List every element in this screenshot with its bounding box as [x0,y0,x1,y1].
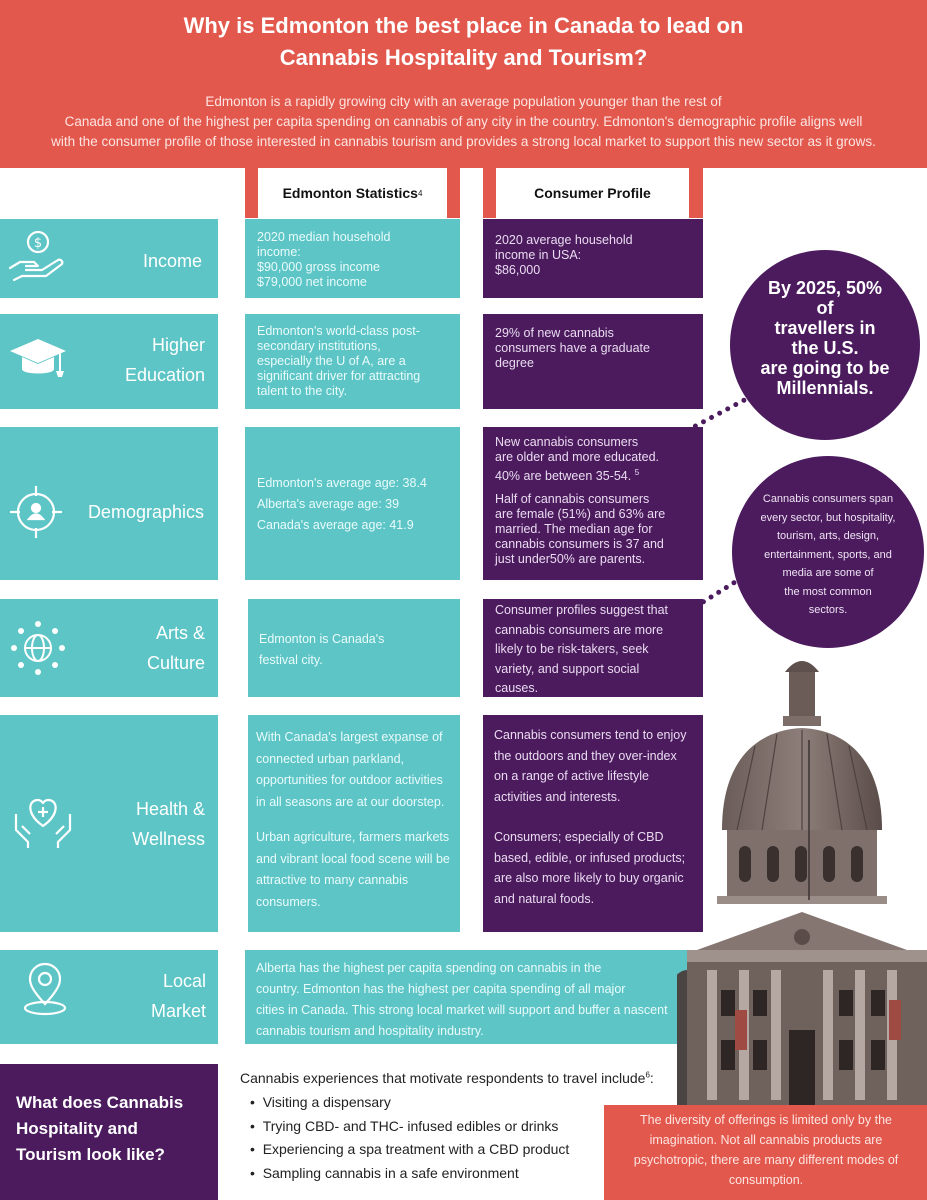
profile-column-title: Consumer Profile [534,185,651,201]
legislature-building-image [677,650,927,1105]
text-line: Canada's average age: 41.9 [257,518,414,532]
income-stat [245,219,460,298]
heading-line: Tourism look like? [16,1145,165,1164]
text-line: are female (51%) and 63% are [495,507,666,522]
text-line: opportunities for outdoor activities [256,773,443,787]
text-line: income in USA: [495,248,582,262]
text-line: cannabis consumers is 37 and [495,537,664,552]
text-line: secondary institutions, [257,339,381,353]
text-line: consumers. [256,894,321,909]
heart-hands-icon [12,792,74,850]
spacer [494,807,692,827]
text-line: By 2025, 50% [767,278,883,298]
health-profile [483,715,703,932]
text-line: cannabis tourism and hospitality industry. [256,1024,484,1038]
text-line: of [816,298,834,318]
stats-column-title: Edmonton Statistics [282,185,418,201]
text-line: Urban agriculture, farmers markets [256,830,450,844]
text-line: especially the U of A, are a [257,354,406,368]
text-line: Consumers; especially of CBD [494,830,664,844]
demographics-profile [483,427,703,580]
text-line: Consumer profiles suggest that [495,603,669,617]
text-line: New cannabis consumers [495,435,639,449]
text-line: on a range of active lifestyle [494,769,649,783]
page-title [60,10,867,74]
text-line: variety, and support social [495,661,640,676]
text-line: With Canada's largest expanse of [256,730,443,744]
title-line: Why is Edmonton the best place in Canada to lead on [183,13,744,38]
text-line: and natural foods. [494,891,595,906]
text-line: just under50% are parents. [495,552,646,567]
row-label-text [80,330,205,390]
text-line: $90,000 gross income [257,260,380,274]
text-line: based, edible, or infused products; [494,850,686,865]
local-market-stat [245,950,702,1044]
demographics-stat [245,427,460,580]
heading-line: What does Cannabis [16,1093,184,1112]
text-line: income: [257,245,301,259]
bottom-heading [16,1090,211,1168]
text-line: talent to the city. [257,384,348,398]
text-line: 29% of new cannabis [495,326,614,340]
arts-profile [483,599,703,697]
experiences-intro-text: Cannabis experiences that motivate respondents to travel include [240,1070,646,1086]
text-line: and vibrant local food scene will be [256,851,450,866]
sectors-circle [732,456,924,648]
text-line: degree [495,356,534,370]
spacer [495,484,691,492]
millennials-circle [730,250,920,440]
location-pin-icon [20,962,70,1018]
intro-line: Edmonton is a rapidly growing city with an average population younger than the rest of [205,94,722,109]
text-line: Millennials. [776,378,874,398]
text-line [495,465,691,484]
text-line: are going to be [760,358,890,378]
label-line: Education [124,365,205,385]
intro-line: Canada and one of the highest per capita spending on cannabis of any city in the country. Edmonton's demographic profile aligns well [64,114,863,129]
arts-stat [248,599,460,697]
list-item-text: Visiting a dispensary [262,1094,391,1110]
text-line: $86,000 [495,263,541,277]
text-line: married. The median age for [495,522,653,537]
text-line: sectors. [808,604,848,616]
text-line: in all seasons are at our doorstep. [256,794,445,809]
text-line: the outdoors and they over-index [494,748,677,763]
globe-people-icon [8,620,68,676]
text-line: likely to be risk-takers, seek [495,642,649,656]
label-line: Higher [151,335,205,355]
label-line: Culture [146,653,205,673]
label-line: Market [150,1001,206,1021]
health-stat [248,715,460,932]
row-label-text [80,794,205,854]
text-span: 40% are between 35-54. [495,469,632,484]
heading-line: Hospitality and [16,1119,138,1138]
row-label-text [80,618,205,678]
text-line: travellers in [774,318,876,338]
target-person-icon [8,484,64,540]
text-line: tourism, arts, design, [776,530,880,542]
text-line: are older and more educated. [495,450,659,464]
text-line: the U.S. [791,338,859,358]
text-line: Alberta's average age: 39 [257,497,400,511]
list-item-text: Experiencing a spa treatment with a CBD product [262,1141,570,1157]
text-line: Cannabis consumers span [762,493,894,505]
label-line: Arts & [155,623,205,643]
experiences-list [250,1094,610,1188]
education-stat [245,314,460,409]
text-line: every sector, but hospitality, [760,511,896,524]
list-item: • Experiencing a spa treatment with a CBD product [250,1141,570,1157]
text-line: imagination. Not all cannabis products are [649,1133,883,1147]
text-line: 2020 median household [257,230,391,244]
text-line: consumption. [728,1173,804,1187]
text-line: psychotropic, there are many different modes of [633,1153,899,1167]
text-line: connected urban parkland, [256,751,405,766]
text-line: media are some of [782,567,874,579]
text-line: significant driver for attracting [257,369,421,383]
stats-column-header [258,168,447,218]
list-item-text: Sampling cannabis in a safe environment [262,1164,519,1181]
text-line: causes. [495,681,539,695]
text-line: Alberta has the highest per capita spending on cannabis in the [256,961,602,975]
list-item-text: Trying CBD- and THC- infused edibles or drinks [262,1117,559,1134]
svg-text:$: $ [33,236,43,251]
text-line: $79,000 net income [257,275,367,289]
intro-line: with the consumer profile of those interested in cannabis tourism and provides a strong local market to support this new sector as it grows. [51,134,876,149]
label-line: Wellness [132,829,205,849]
text-line: the most common [784,585,872,598]
text-line: Edmonton's world-class post- [257,324,420,338]
text-line: entertainment, sports, and [764,548,892,561]
education-profile [483,314,703,409]
label-line: Health & [135,799,205,819]
text-line: consumers have a graduate [495,341,650,355]
label-line: Local [162,971,206,991]
diversity-text [620,1110,912,1190]
income-profile [483,219,703,298]
spacer [256,813,452,827]
footnote-ref: 6 [645,1070,650,1080]
text-line: The diversity of offerings is limited only by the [640,1113,892,1127]
text-line: Edmonton's average age: 38.4 [257,476,427,490]
intro-text [30,92,897,152]
text-line: Cannabis consumers tend to enjoy [494,728,687,742]
text-line: country. Edmonton has the highest per capita spending of all major [256,982,626,996]
row-label-text [80,966,206,1026]
list-item: • Sampling cannabis in a safe environment [250,1164,519,1181]
money-hand-icon [8,228,66,284]
list-item: • Visiting a dispensary [250,1094,391,1110]
text-line: are also more likely to buy organic [494,871,684,885]
text-line: festival city. [259,653,323,667]
title-line: Cannabis Hospitality and Tourism? [279,45,648,70]
text-line: attractive to many cannabis [256,873,409,887]
experiences-intro: Cannabis experiences that motivate respondents to travel include$^6$: [240,1070,654,1086]
text-line: Half of cannabis consumers [495,492,650,507]
text-line: Edmonton is Canada's [259,632,385,646]
profile-column-header [496,168,689,218]
row-label-text: Demographics [87,502,204,522]
text-line: cities in Canada. This strong local market will support and buffer a nascent [256,1003,668,1017]
graduation-cap-icon [8,335,68,383]
text-line: activities and interests. [494,789,621,804]
list-item: • Trying CBD- and THC- infused edibles or drinks [250,1117,559,1134]
text-line: 2020 average household [495,233,633,247]
row-label-text: Income [142,251,202,271]
footnote-ref: 4 [417,188,423,198]
text-line: cannabis consumers are more [495,622,664,637]
footnote-ref: 5 [634,468,640,477]
